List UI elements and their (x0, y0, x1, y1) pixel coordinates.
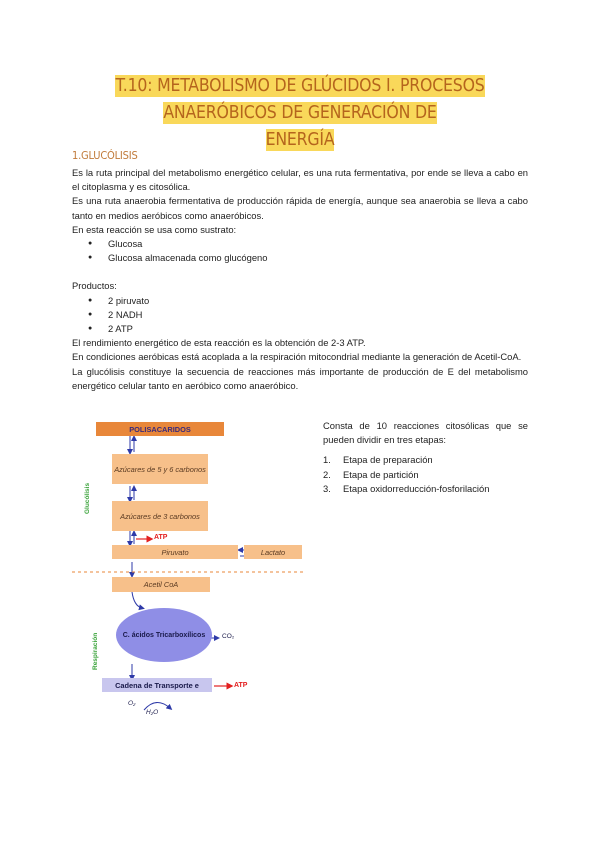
krebs-cycle: C. ácidos Tricarboxílicos (116, 608, 212, 662)
paragraph-5: En condiciones aeróbicas está acoplada a la respiración mitocondrial mediante la generación de Acetil-CoA. (72, 351, 522, 363)
box-acetil-coa: Acetil CoA (112, 577, 210, 592)
box-cadena-transporte: Cadena de Transporte e (102, 678, 212, 692)
stages-intro: Consta de 10 reacciones citosólicas que se pueden dividir en tres etapas: (323, 420, 528, 446)
atp-label-2: ATP (234, 682, 248, 689)
box-lactato: Lactato (244, 545, 302, 559)
co2-label: CO₂ (222, 633, 235, 640)
stages-list (323, 453, 528, 496)
stages-text (323, 419, 528, 496)
list-item: 2. Etapa de partición (323, 468, 419, 480)
title-line-2: ENERGÍA (265, 130, 335, 150)
substrate-list (72, 237, 528, 265)
o2-label: O₂ (128, 700, 136, 707)
section-heading: 1.GLUCÓLISIS (72, 149, 138, 162)
main-text (72, 166, 528, 393)
paragraph-6: La glucólisis constituye la secuencia de reacciones más importante de producción de E del metabolismo energético celular tanto en aeróbico como anaeróbico. (72, 365, 528, 391)
list-item: ● 2 NADH (72, 308, 528, 322)
box-polisacaridos: POLISACARIDOS (96, 422, 224, 436)
list-item: ● 2 piruvato (72, 294, 528, 308)
products-label: Productos: (72, 280, 117, 292)
paragraph-4: El rendimiento energético de esta reacción es la obtención de 2-3 ATP. (72, 337, 366, 349)
box-piruvato: Piruvato (112, 545, 238, 559)
paragraph-3: En esta reacción se usa como sustrato: (72, 223, 237, 235)
products-list (72, 294, 528, 337)
paragraph-1: Es la ruta principal del metabolismo energético celular, es una ruta fermentativa, por ende se lleva a cabo en el citoplasma y es citosólica. (72, 167, 528, 193)
side-label-respiracion: Respiración (92, 632, 99, 670)
list-item: 1. Etapa de preparación (323, 454, 433, 466)
glycolysis-diagram (72, 412, 312, 732)
list-item: ● 2 ATP (72, 322, 528, 336)
list-item: ● Glucosa almacenada como glucógeno (72, 251, 528, 265)
box-azucares-5-6: Azúcares de 5 y 6 carbonos (112, 454, 208, 484)
title-line-1: T.10: METABOLISMO DE GLÚCIDOS I. PROCESOS ANAERÓBICOS DE GENERACIÓN DE (115, 76, 485, 123)
document-title (72, 73, 528, 154)
list-item: 3. Etapa oxidorreducción-fosforilación (323, 482, 490, 494)
paragraph-2: Es una ruta anaerobia fermentativa de producción rápida de energía, aunque sea anaerobia se lleva a cabo tanto en medios aeróbicos como anaeróbicos. (72, 195, 528, 221)
atp-label-1: ATP (154, 534, 168, 541)
side-label-glucolisis: Glucólisis (84, 482, 91, 514)
list-item: ● Glucosa (72, 237, 528, 251)
box-azucares-3: Azúcares de 3 carbonos (112, 501, 208, 531)
h2o-label: H₂O (146, 709, 159, 716)
